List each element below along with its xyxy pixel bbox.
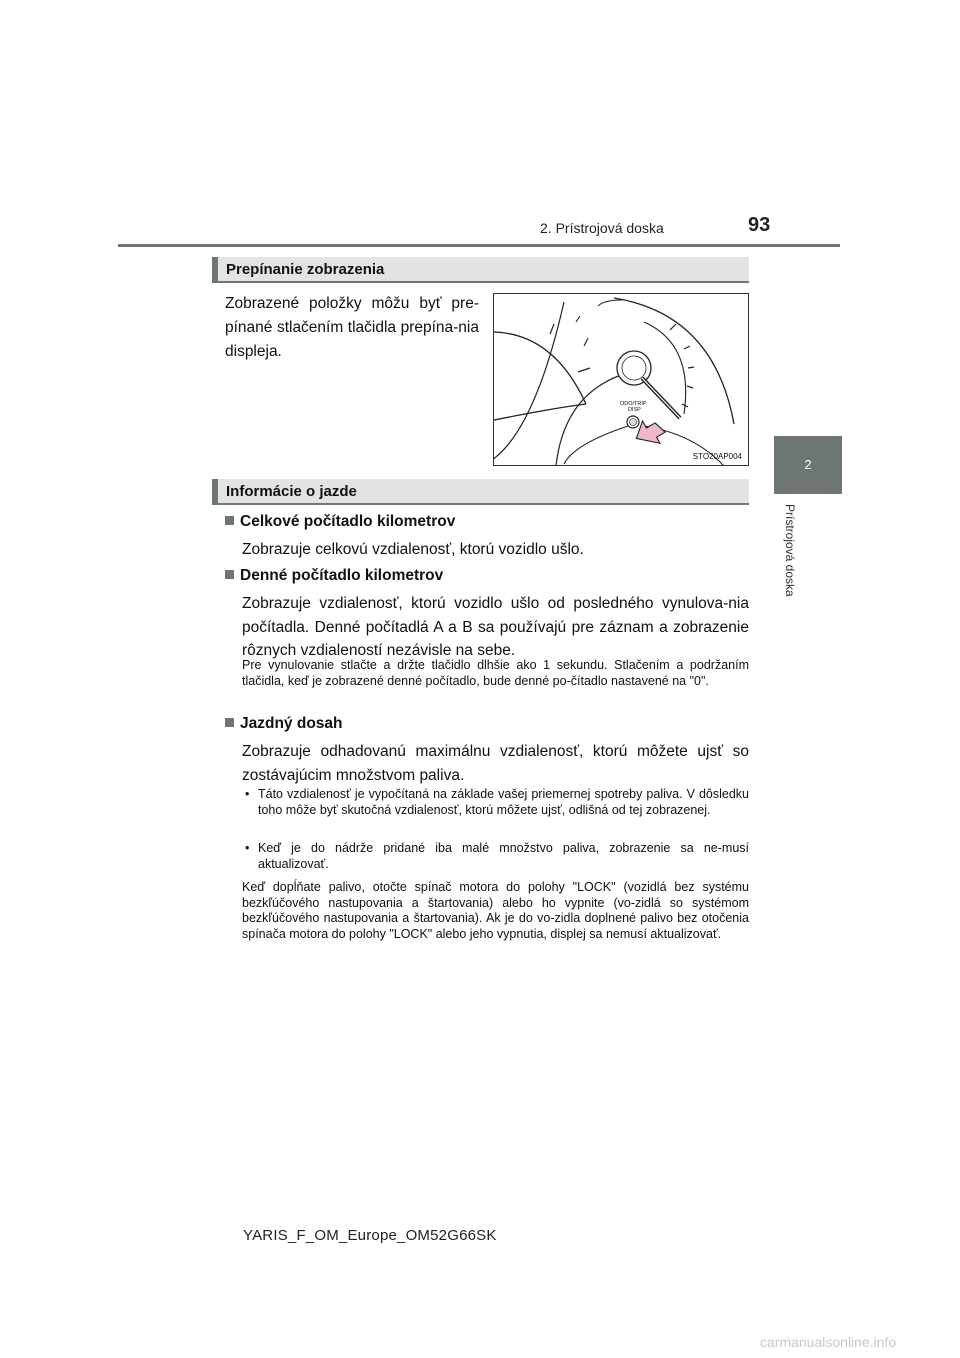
square-bullet-icon	[225, 570, 234, 579]
chapter-number: 2	[804, 457, 812, 472]
button-label-disp: DISP	[628, 407, 641, 413]
instrument-cluster-illustration	[494, 294, 749, 466]
square-bullet-icon	[225, 516, 234, 525]
intro-paragraph: Zobrazené položky môžu byť pre-pínané stlačením tlačidla prepína-nia displeja.	[225, 295, 479, 360]
item-text-driving-range: Zobrazuje odhadovanú maximálnu vzdialenosť, ktorú môžete ujsť so zostávajúcim množstvom paliva.	[242, 743, 749, 784]
section-title: Informácie o jazde	[226, 483, 357, 500]
item-heading-trip-meter	[225, 567, 443, 585]
range-bullet-2	[242, 841, 749, 872]
item-heading-text: Denné počítadlo kilometrov	[240, 567, 444, 584]
item-heading-text: Celkové počítadlo kilometrov	[240, 513, 456, 530]
instrument-cluster-figure	[493, 293, 749, 466]
section-title: Prepínanie zobrazenia	[226, 261, 385, 278]
section-heading-display	[212, 257, 749, 283]
bullet-dot-icon: •	[245, 841, 250, 855]
bullet-dot-icon: •	[245, 787, 250, 801]
header-section-title: 2. Prístrojová doska	[540, 220, 664, 236]
square-bullet-icon	[225, 718, 234, 727]
header-rule	[118, 244, 840, 247]
section-heading-trip-info	[212, 479, 749, 505]
item-text-trip-meter: Zobrazuje vzdialenosť, ktorú vozidlo ušlo od posledného vynulova-nia počítadla. Denné počítadlá A a B sa používajú pre záznam a zobrazenie rôznych vzdialeností nezávisle na sebe.	[242, 595, 749, 659]
item-heading-odometer	[225, 513, 455, 531]
chapter-label: Prístrojová doska	[783, 504, 797, 597]
footer-doc-id: YARIS_F_OM_Europe_OM52G66SK	[243, 1227, 497, 1244]
figure-code: STO20AP004	[692, 452, 742, 461]
range-bullet-text: Táto vzdialenosť je vypočítaná na základe vašej priemernej spotreby paliva. V dôsledku toho môže byť skutočná vzdialenosť, ktorú môžete ujsť, odlišná od tej zobrazenej.	[258, 787, 749, 817]
watermark: carmanualsonline.info	[760, 1334, 897, 1350]
item-note-trip-meter: Pre vynulovanie stlačte a držte tlačidlo dlhšie ako 1 sekundu. Stlačením a podržaním tlačidla, keď je zobrazené denné počítadlo, bude denné po-čítadlo nastavené na "0".	[242, 658, 749, 688]
button-label-odo-trip: ODO/TRIP	[620, 401, 647, 407]
item-text-odometer: Zobrazuje celkovú vzdialenosť, ktorú vozidlo ušlo.	[242, 541, 584, 558]
item-note-driving-range: Keď dopĺňate palivo, otočte spínač motora do polohy "LOCK" (vozidlá bez systému bezkľúčového nastupovania a štartovania) alebo ho vypnite (vo-zidlá so systémom bezkľúčového nastupovania a štartovania). Ak je do vo-zidla doplnené palivo bez otočenia spínača motora do polohy "LOCK" alebo jeho vypnutia, displej sa nemusí aktualizovať.	[242, 880, 749, 941]
chapter-label-vertical	[783, 504, 805, 624]
item-heading-driving-range	[225, 715, 343, 733]
page-number: 93	[748, 214, 771, 236]
chapter-tab	[774, 436, 842, 494]
item-heading-text: Jazdný dosah	[240, 715, 343, 732]
range-bullet-1	[242, 787, 749, 818]
range-bullet-text: Keď je do nádrže pridané iba malé množstvo paliva, zobrazenie sa ne-musí aktualizovať.	[258, 841, 749, 871]
